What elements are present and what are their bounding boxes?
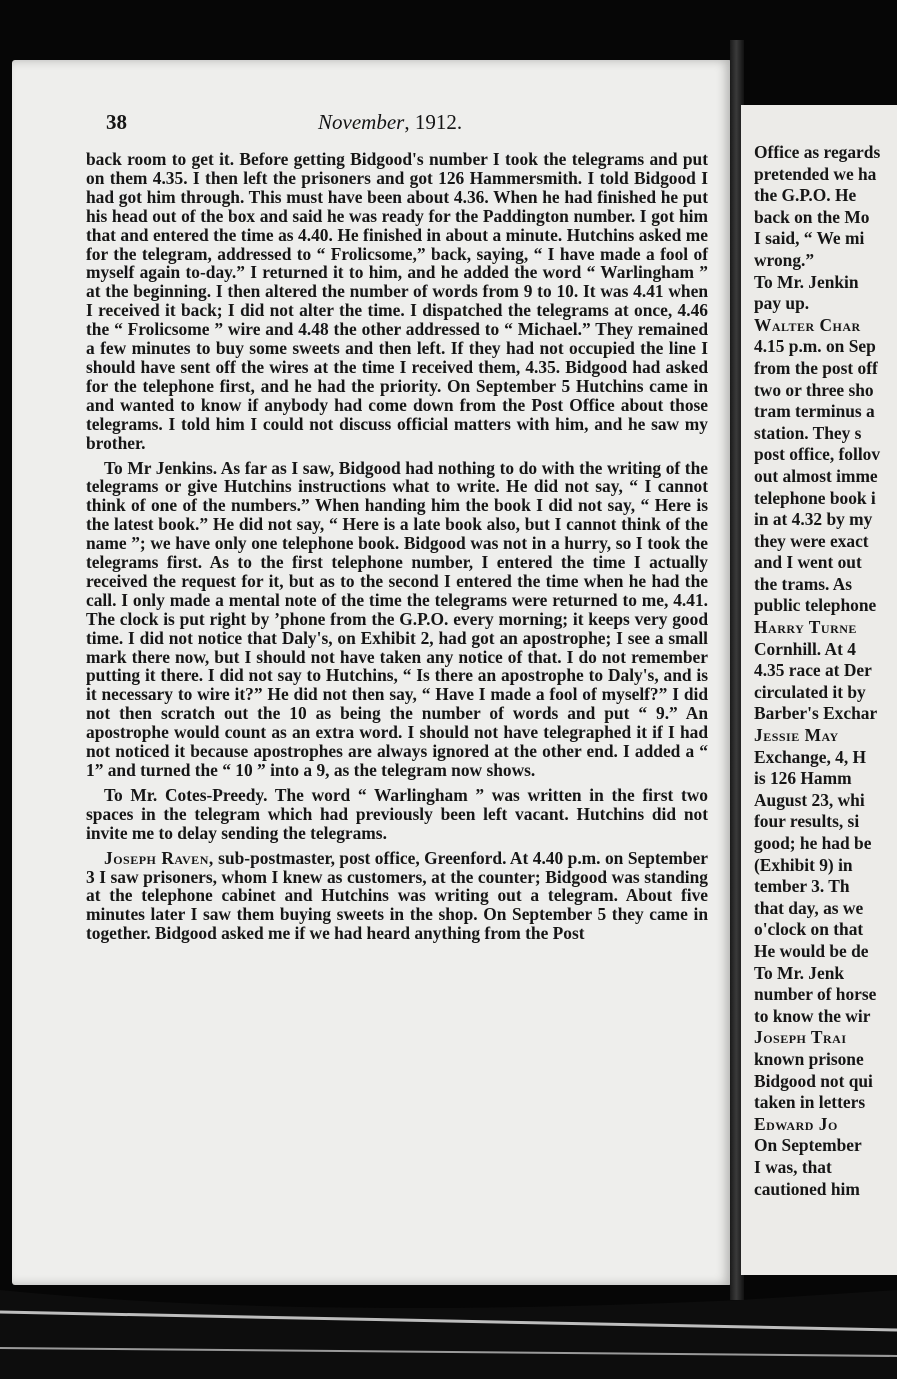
right-column-line: 4.35 race at Der: [754, 660, 872, 681]
right-column-line: the trams. As: [754, 573, 853, 594]
right-column-line: To Mr. Jenkin: [754, 271, 859, 292]
right-column-line: number of horse: [754, 984, 877, 1005]
right-column-line: telephone book i: [754, 487, 876, 508]
right-column-line: I was, that: [754, 1156, 832, 1177]
left-column-text: [86, 150, 708, 949]
right-column-line: station. They s: [754, 422, 862, 443]
right-column-line: known prisone: [754, 1048, 864, 1069]
right-column-line: Barber's Exchar: [754, 703, 878, 724]
right-column-line: Harry Turne: [754, 617, 857, 638]
right-column-line: Edward Jo: [754, 1113, 838, 1134]
right-column-line: He would be de: [754, 940, 869, 961]
right-column-line: post office, follov: [754, 444, 881, 465]
right-column-line: good; he had be: [754, 833, 872, 853]
running-head-month: November: [318, 110, 405, 134]
right-column-line: Joseph Trai: [754, 1027, 847, 1048]
right-column-line: Cornhill. At 4: [754, 638, 856, 659]
right-column-line: tember 3. Th: [754, 876, 850, 897]
paragraph: To Mr Jenkins. As far as I saw, Bidgood had nothing to do with the writing of the telegrams or give Hutchins instructions what to write. He did not say, “ I cannot think of one of the numbers.” When handing him the book I did not say, “ Here is the latest book.” He did not say, “ Here is a late book also, but I cannot think of the name ”; we have only one telephone book. Bidgood was not in a hurry, so I took the telegrams first. As to the first telephone number, I entered the time I actually received the request for it, but as to the second I entered the time when he had the call. I only made a mental note of the time the telegrams were returned to me, 4.41. The clock is put right by ’phone from the G.P.O. every morning; it keeps very good time. I did not notice that Daly's, on Exhibit 2, had got an apostrophe; I see a small mark there now, but I should not have taken any notice of that. I do not remember putting it there. I did not say to Hutchins, “ Is there an apostrophe to Daly's, and is it necessary to wire it?” He did not then say, “ Have I made a fool of myself?” I did not then scratch out the 10 as being the number of words and put “ 9.” An apostrophe would count as an extra word. I should not have telegraphed it if I had not noticed it because apostrophes are always ignored at the other end. I added a “ 1” and turned the “ 10 ” into a 9, as the telegram now shows.: [86, 457, 708, 780]
right-column-line: pay up.: [754, 293, 810, 314]
right-column-line: On September: [754, 1135, 862, 1156]
right-column-line: tram terminus a: [754, 401, 875, 422]
right-column-line: in at 4.32 by my: [754, 509, 873, 530]
right-column-line: cautioned him: [754, 1178, 860, 1199]
right-column-line: from the post off: [754, 357, 878, 378]
right-column-line: that day, as we: [754, 897, 864, 918]
running-head-year: , 1912.: [404, 110, 463, 134]
witness-name: Joseph Raven,: [104, 847, 214, 868]
right-column-line: August 23, whi: [754, 789, 865, 810]
running-head: [318, 110, 462, 135]
right-column-line: (Exhibit 9) in: [754, 854, 853, 875]
page-header: [100, 106, 560, 136]
right-column-line: is 126 Hamm: [754, 768, 852, 789]
right-column-line: To Mr. Jenk: [754, 962, 845, 983]
right-column-line: Jessie May: [754, 725, 839, 746]
paragraph-raven: [86, 849, 708, 944]
right-column-line: public telephone: [754, 595, 877, 616]
paragraph: back room to get it. Before getting Bidgood's number I took the telegrams and put on them 4.35. I then left the prisoners and got 126 Hammersmith. I told Bidgood I had got him through. This must have been about 4.36. When he had finished he put his head out of the box and said he was ready for the Paddington number. I got him that and entered the time as 4.40. He finished in about a minute. Hutchins asked me for the telegram, addressed to “ Frolicsome,” back, saying, “ I have made a fool of myself again to-day.” I returned it to him, and he added the word “ Warlingham ” at the beginning. I then altered the number of words from 9 to 10. It was 4.41 when I received it back; I did not alter the time. I dispatched the telegrams at once, 4.46 the “ Frolicsome ” wire and 4.48 the other addressed to “ Michael.” They remained a few minutes to buy some sweets and then left. If they had not occupied the line I should have sent off the wires at the time I received them, 4.35. Bidgood had asked for the telephone first, and he had the priority. On September 5 Hutchins came in and wanted to know if anybody had come down from the Post Office about those telegrams. I told him I could not discuss official matters with him, and he saw my brother.: [86, 149, 708, 453]
right-column-line: 4.15 p.m. on Sep: [754, 336, 876, 357]
right-column-line: two or three sho: [754, 379, 874, 400]
right-column-line: out almost imme: [754, 465, 878, 486]
right-column-line: Walter Char: [754, 314, 861, 335]
right-column-line: to know the wir: [754, 1005, 871, 1026]
right-column-text: [754, 142, 897, 1200]
right-column-line: Office as regards: [754, 142, 881, 162]
right-column-line: the G.P.O. He: [754, 185, 857, 206]
page-number: 38: [106, 110, 127, 134]
right-column-line: and I went out: [754, 552, 862, 573]
right-column-line: pretended we ha: [754, 163, 877, 184]
right-column-line: wrong.”: [754, 249, 815, 270]
right-column-line: back on the Mo: [754, 206, 870, 227]
right-column-line: I said, “ We mi: [754, 228, 865, 249]
right-column-line: they were exact: [754, 530, 869, 551]
right-column-line: circulated it by: [754, 681, 866, 702]
paragraph: To Mr. Cotes-Preedy. The word “ Warlingham ” was written in the first two spaces in the telegram which had previously been left vacant. Hutchins did not invite me to delay sending the telegrams.: [86, 784, 708, 843]
paragraph-text: sub-postmaster, post office, Greenford. At 4.40 p.m. on September 3 I saw prisoners, whom I knew as customers, at the counter; Bidgood was standing at the telephone cabinet and Hutchins was writing out a telegram. About five minutes later I saw them buying sweets in the shop. On September 5 they came in together. Bidgood asked me if we had heard anything from the Post: [86, 847, 708, 944]
right-column-line: taken in letters: [754, 1092, 866, 1113]
right-column-line: Exchange, 4, H: [754, 746, 867, 767]
right-column-line: four results, si: [754, 811, 860, 832]
right-column-line: o'clock on that: [754, 919, 864, 940]
right-column-line: Bidgood not qui: [754, 1070, 873, 1091]
